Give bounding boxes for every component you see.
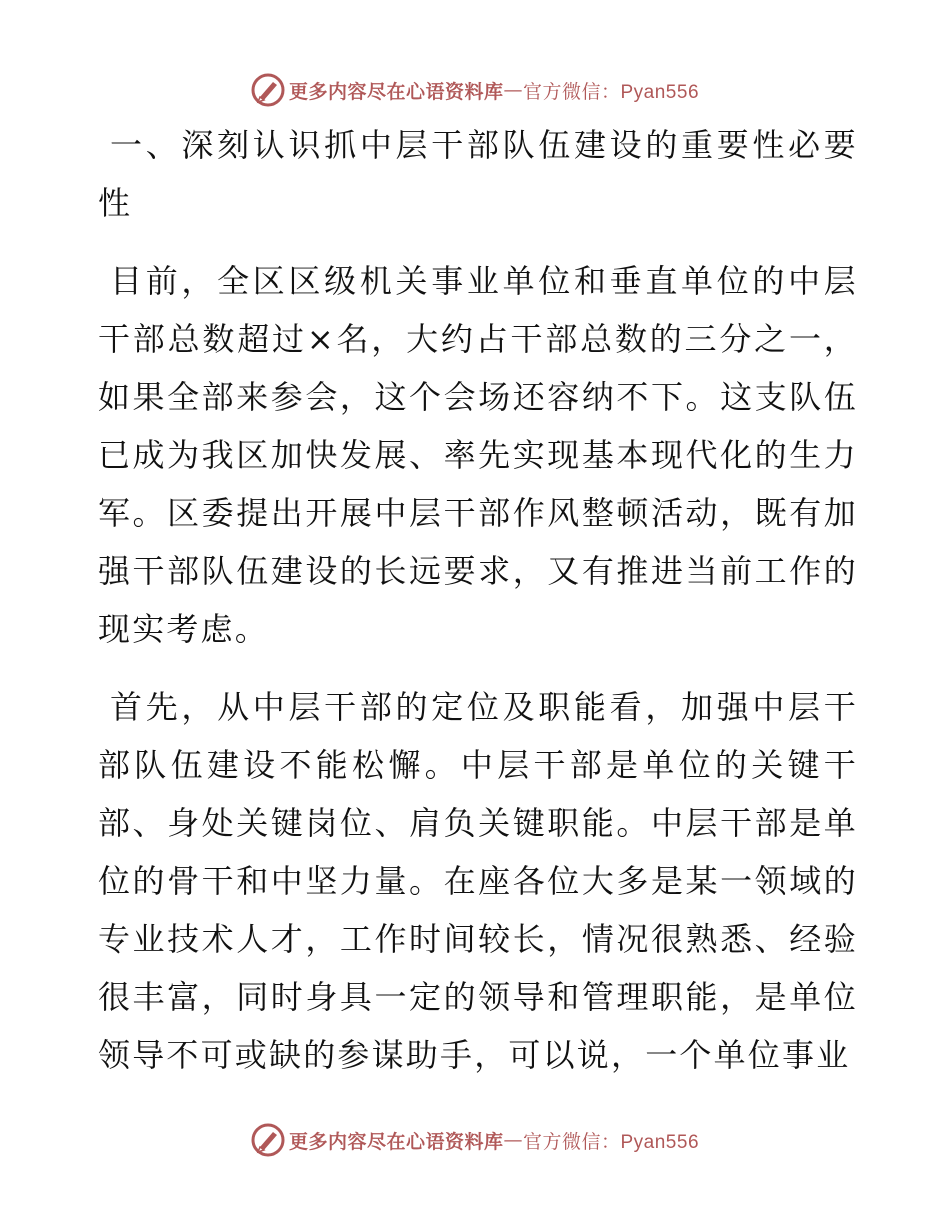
watermark-separator: — [503, 79, 523, 101]
watermark-header [0, 70, 950, 110]
document-body [98, 116, 858, 1104]
pen-logo-icon [251, 73, 285, 107]
watermark-text: 更多内容尽在心语资料库 [288, 80, 504, 103]
watermark-account: 官方微信：Pyan556 [523, 81, 700, 103]
watermark-text: 更多内容尽在心语资料库 [288, 1130, 504, 1153]
pen-logo-icon [251, 1123, 285, 1157]
section-heading: 一、深刻认识抓中层干部队伍建设的重要性必要性 [98, 126, 858, 222]
watermark-footer [0, 1120, 950, 1160]
paragraph: 首先，从中层干部的定位及职能看，加强中层干部队伍建设不能松懈。中层干部是单位的关键干部、身处关键岗位、肩负关键职能。中层干部是单位的骨干和中坚力量。在座各位大多是某一领域的专业技术人才，工作时间较长，情况很熟悉、经验很丰富，同时身具一定的领导和管理职能，是单位领导不可或缺的参谋助手，可以说，一个单位事业 [98, 688, 858, 1074]
paragraph: 目前，全区区级机关事业单位和垂直单位的中层干部总数超过×名，大约占干部总数的三分之一，如果全部来参会，这个会场还容纳不下。这支队伍已成为我区加快发展、率先实现基本现代化的生力军。区委提出开展中层干部作风整顿活动，既有加强干部队伍建设的长远要求，又有推进当前工作的现实考虑。 [98, 262, 858, 648]
watermark-separator: — [503, 1129, 523, 1151]
watermark-account: 官方微信：Pyan556 [523, 1131, 700, 1153]
